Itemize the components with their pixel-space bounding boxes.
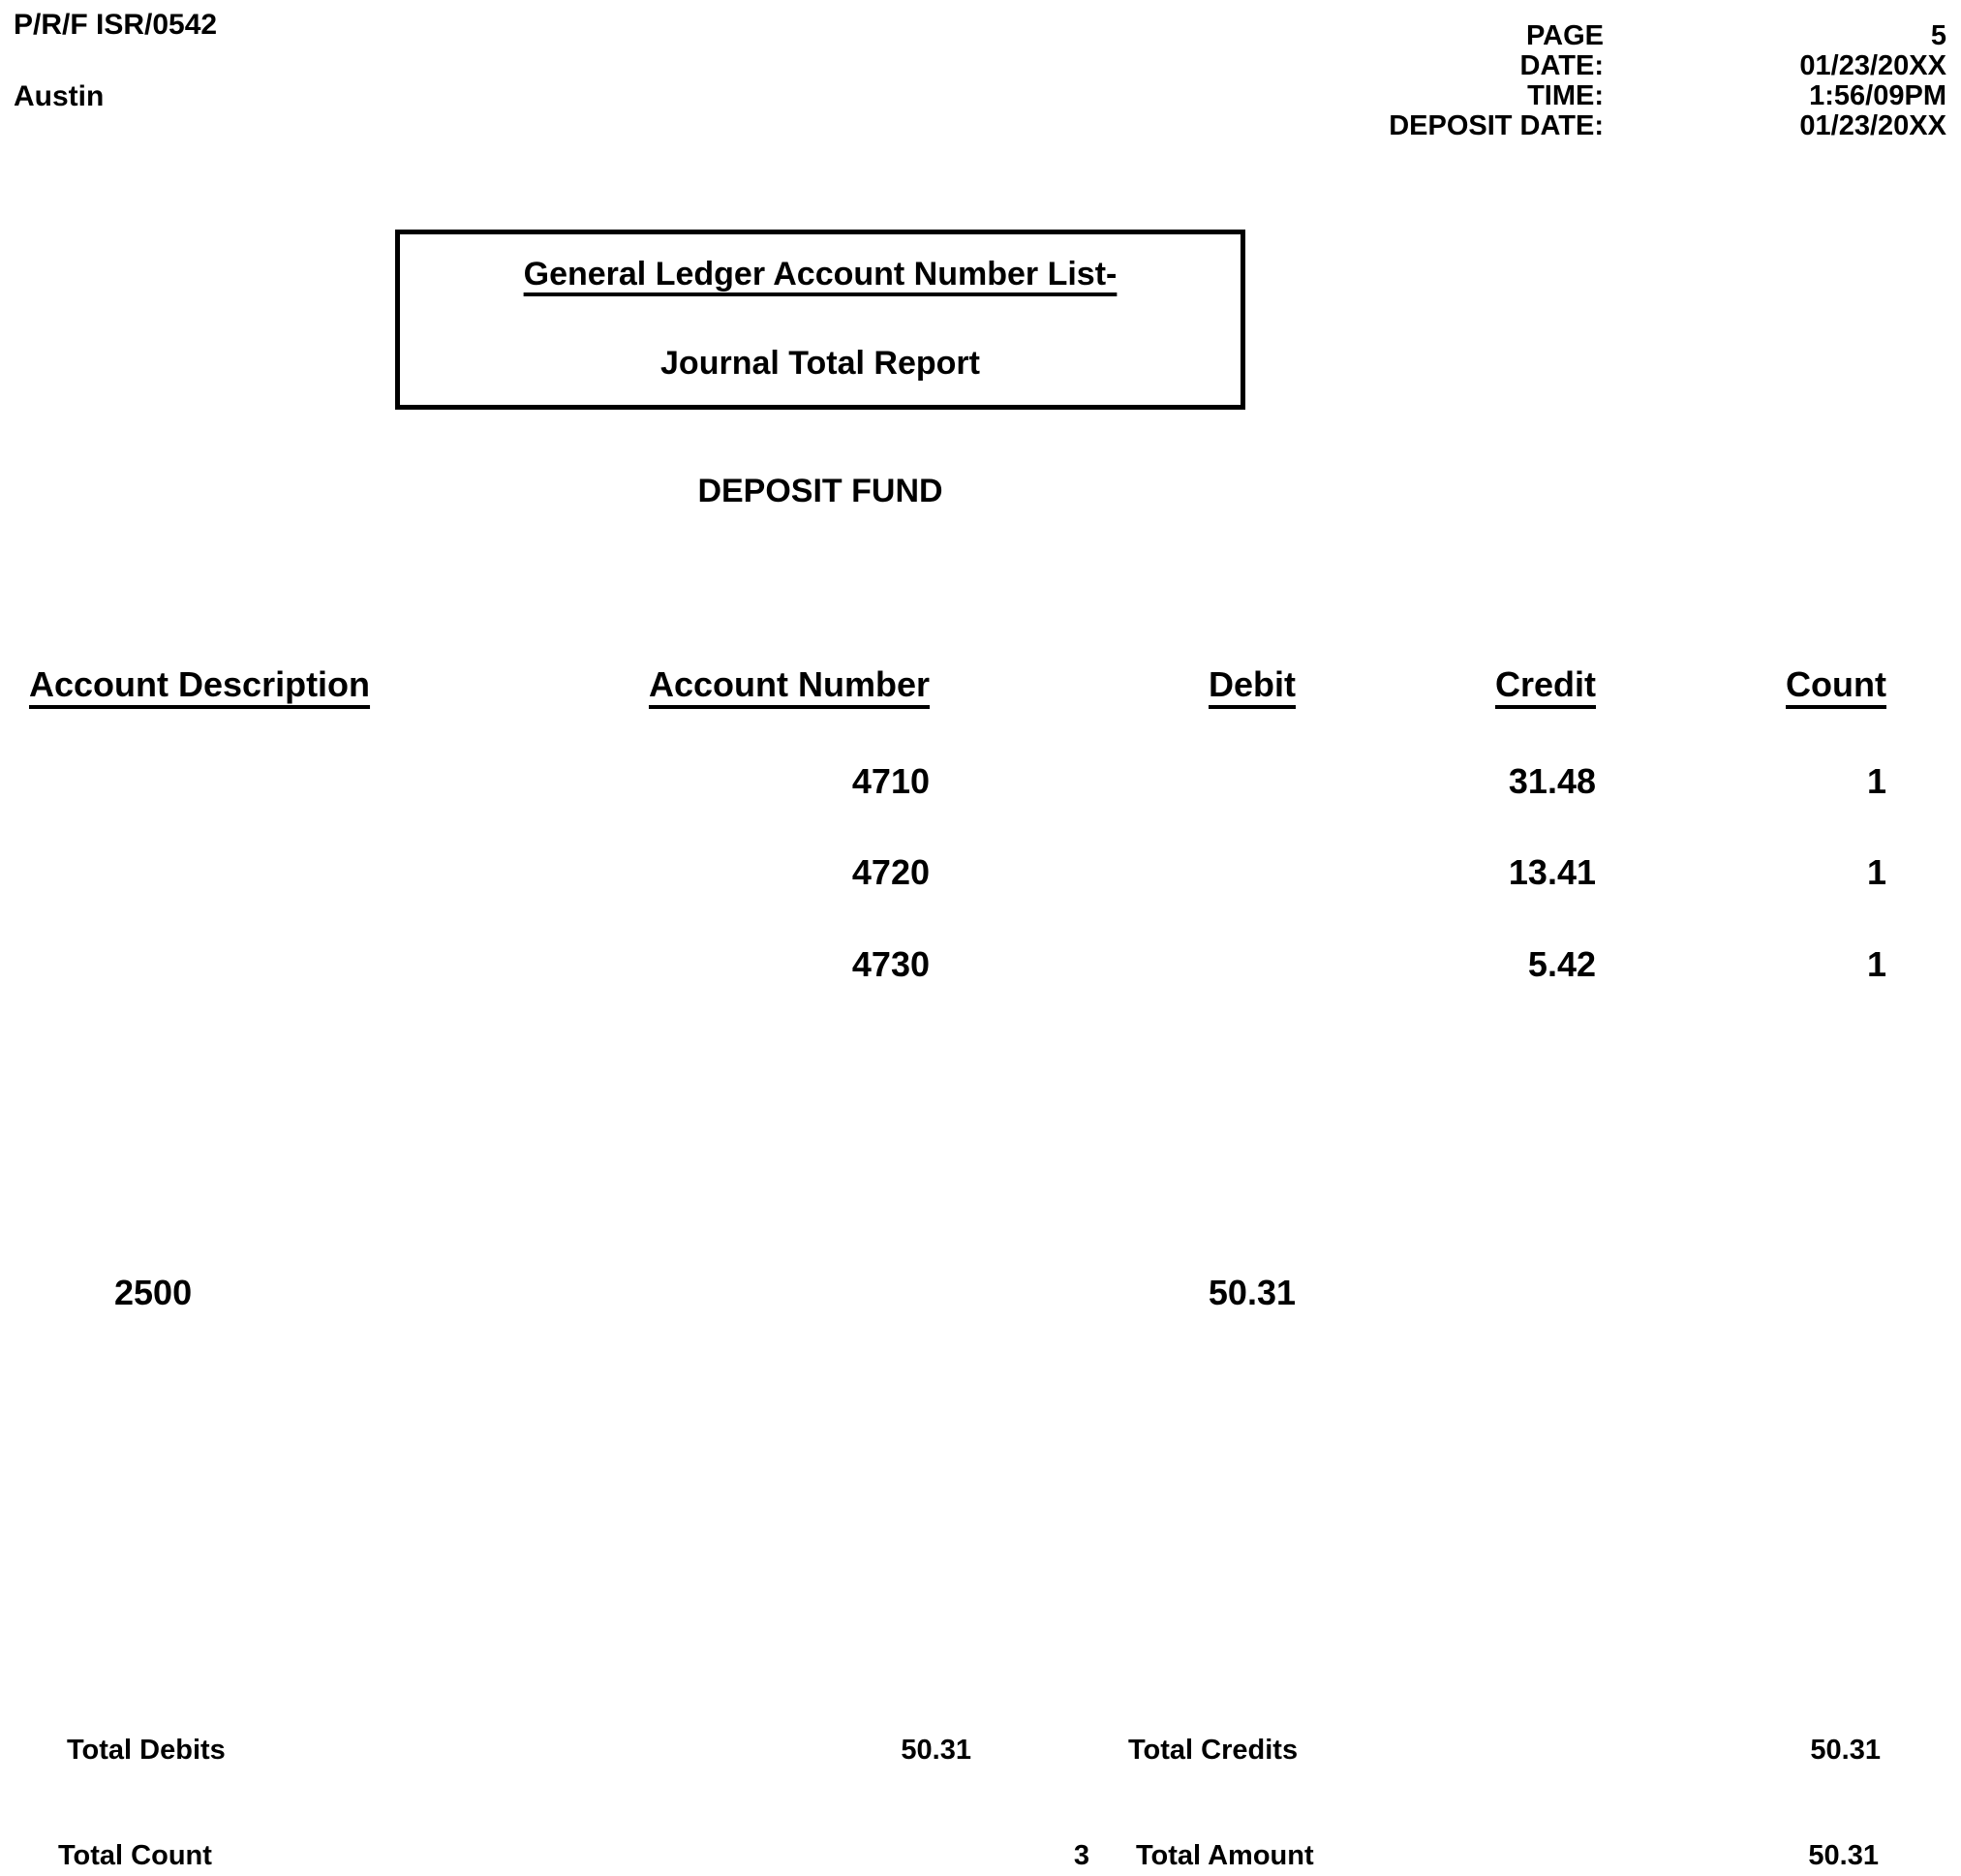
summary-row (29, 1275, 1886, 1311)
deposit-date-label: DEPOSIT DATE: (1389, 110, 1604, 141)
column-header-credit-text: Credit (1494, 664, 1596, 704)
total-amount-label: Total Amount (1136, 1840, 1314, 1871)
cell-account-number: 4730 (851, 944, 930, 984)
cell-account-description (29, 854, 445, 891)
column-header-debit (930, 666, 1296, 703)
cell-debit (930, 763, 1296, 800)
title-box (395, 230, 1245, 410)
column-header-account-description (29, 666, 445, 703)
column-header-count (1596, 666, 1886, 703)
page-label: PAGE (1525, 20, 1604, 51)
table-row (29, 946, 1886, 983)
table-row (29, 763, 1886, 800)
column-header-account-number-text: Account Number (648, 664, 930, 704)
report-title-line1: General Ledger Account Number List- (523, 256, 1118, 292)
column-header-debit-text: Debit (1209, 664, 1296, 704)
cell-account-number (445, 1275, 930, 1311)
total-credits-label: Total Credits (1128, 1735, 1299, 1766)
cell-debit (930, 854, 1296, 891)
meta-block (1210, 21, 1946, 141)
cell-account-number: 4720 (851, 852, 930, 892)
cell-count: 1 (1866, 944, 1886, 984)
cell-debit (930, 946, 1296, 983)
deposit-date-value: 01/23/20XX (1799, 110, 1946, 141)
meta-row-date (1210, 51, 1946, 81)
cell-credit (1296, 1275, 1596, 1311)
cell-account-description (29, 946, 445, 983)
cell-summary-debit: 50.31 (1208, 1273, 1296, 1312)
table-header-row (29, 666, 1886, 703)
cell-summary-account: 2500 (114, 1273, 193, 1312)
cell-count: 1 (1866, 852, 1886, 892)
column-header-account-number (445, 666, 930, 703)
total-debits-label: Total Debits (67, 1735, 226, 1766)
report-title-line2: Journal Total Report (660, 345, 980, 382)
date-value: 01/23/20XX (1799, 50, 1946, 81)
page-value: 5 (1930, 20, 1946, 51)
meta-row-page (1210, 21, 1946, 51)
cell-count (1596, 1275, 1886, 1311)
column-header-credit (1296, 666, 1596, 703)
program-id: P/R/F ISR/0542 (14, 9, 218, 41)
total-count-label: Total Count (58, 1840, 212, 1871)
total-debits-value: 50.31 (901, 1735, 971, 1766)
time-label: TIME: (1527, 80, 1604, 111)
total-count-value: 3 (1073, 1840, 1089, 1871)
meta-row-deposit-date (1210, 111, 1946, 141)
column-header-count-text: Count (1786, 664, 1886, 704)
time-value: 1:56/09PM (1809, 80, 1946, 111)
column-header-account-description-text: Account Description (29, 664, 371, 704)
fund-heading: DEPOSIT FUND (697, 473, 943, 509)
meta-row-time (1210, 81, 1946, 111)
cell-credit: 31.48 (1508, 761, 1596, 801)
location: Austin (14, 80, 105, 112)
cell-count: 1 (1866, 761, 1886, 801)
cell-credit: 5.42 (1527, 944, 1596, 984)
total-amount-value: 50.31 (1808, 1840, 1879, 1871)
table-row (29, 854, 1886, 891)
total-credits-value: 50.31 (1810, 1735, 1881, 1766)
cell-account-number: 4710 (851, 761, 930, 801)
cell-credit: 13.41 (1508, 852, 1596, 892)
date-label: DATE: (1519, 50, 1604, 81)
cell-account-description (29, 763, 445, 800)
